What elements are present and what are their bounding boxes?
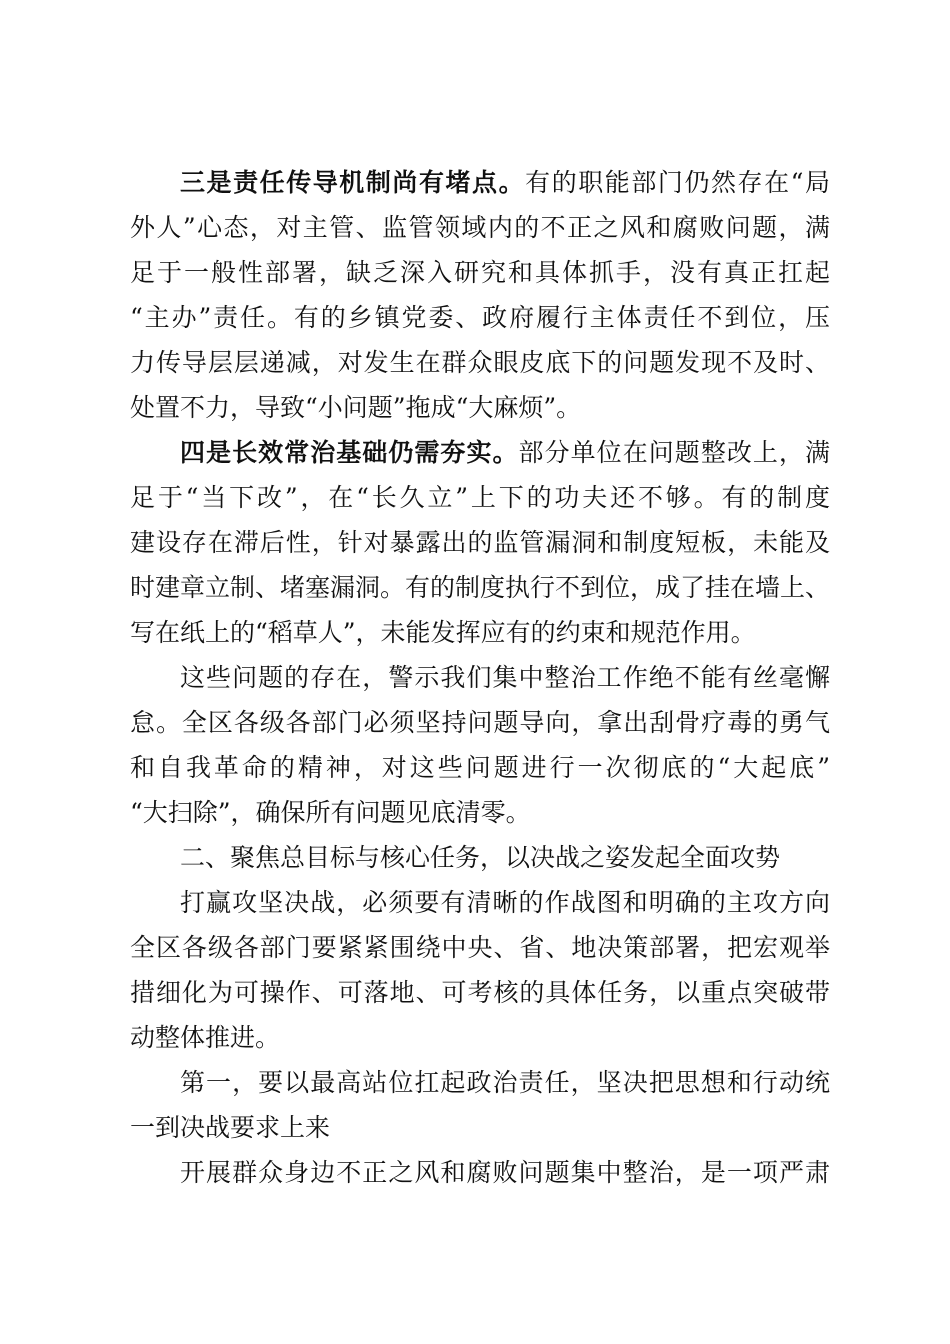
paragraph-line: 和自我革命的精神，对这些问题进行一次彻底的“大起底” — [130, 753, 830, 782]
paragraph-line: 这些问题的存在，警示我们集中整治工作绝不能有丝毫懈 — [180, 663, 830, 692]
paragraph-text: 部分单位在问题整改上，满 — [518, 438, 830, 467]
paragraph-line: 怠。全区各级各部门必须坚持问题导向，拿出刮骨疗毒的勇气 — [130, 708, 830, 737]
paragraph-line: 足于一般性部署，缺乏深入研究和具体抓手，没有真正扛起 — [130, 258, 830, 287]
paragraph-line: 开展群众身边不正之风和腐败问题集中整治，是一项严肃 — [180, 1158, 830, 1187]
paragraph-line: 力传导层层递减，对发生在群众眼皮底下的问题发现不及时、 — [130, 348, 830, 377]
document-body — [130, 160, 830, 1195]
paragraph-lead-heading: 四是长效常治基础仍需夯实。 — [180, 438, 519, 467]
paragraph-line: 打赢攻坚决战，必须要有清晰的作战图和明确的主攻方向 — [180, 888, 830, 917]
paragraph-line: “主办”责任。有的乡镇党委、政府履行主体责任不到位，压 — [130, 303, 830, 332]
paragraph-line: 写在纸上的“稻草人”，未能发挥应有的约束和规范作用。 — [130, 618, 756, 647]
paragraph-line — [130, 430, 830, 475]
paragraph-line: 足于“当下改”，在“长久立”上下的功夫还不够。有的制度 — [130, 483, 830, 512]
paragraph-line: 处置不力，导致“小问题”拖成“大麻烦”。 — [130, 393, 582, 422]
paragraph-line: 建设存在滞后性，针对暴露出的监管漏洞和制度短板，未能及 — [130, 528, 830, 557]
subsection-heading: 一到决战要求上来 — [130, 1113, 331, 1142]
paragraph-line — [130, 160, 830, 205]
paragraph-line: 措细化为可操作、可落地、可考核的具体任务，以重点突破带 — [130, 978, 830, 1007]
section-heading: 二、聚焦总目标与核心任务，以决战之姿发起全面攻势 — [180, 843, 781, 872]
paragraph-line: 全区各级各部门要紧紧围绕中央、省、地决策部署，把宏观举 — [130, 933, 830, 962]
paragraph-text: 有的职能部门仍然存在“局 — [525, 168, 830, 197]
paragraph-lead-heading: 三是责任传导机制尚有堵点。 — [180, 168, 526, 197]
paragraph-line: 外人”心态，对主管、监管领域内的不正之风和腐败问题，满 — [130, 213, 830, 242]
paragraph-line: 时建章立制、堵塞漏洞。有的制度执行不到位，成了挂在墙上、 — [130, 573, 831, 602]
paragraph-line: 动整体推进。 — [130, 1023, 281, 1052]
subsection-heading: 第一，要以最高站位扛起政治责任，坚决把思想和行动统 — [180, 1068, 830, 1097]
paragraph-line: “大扫除”，确保所有问题见底清零。 — [130, 798, 531, 827]
